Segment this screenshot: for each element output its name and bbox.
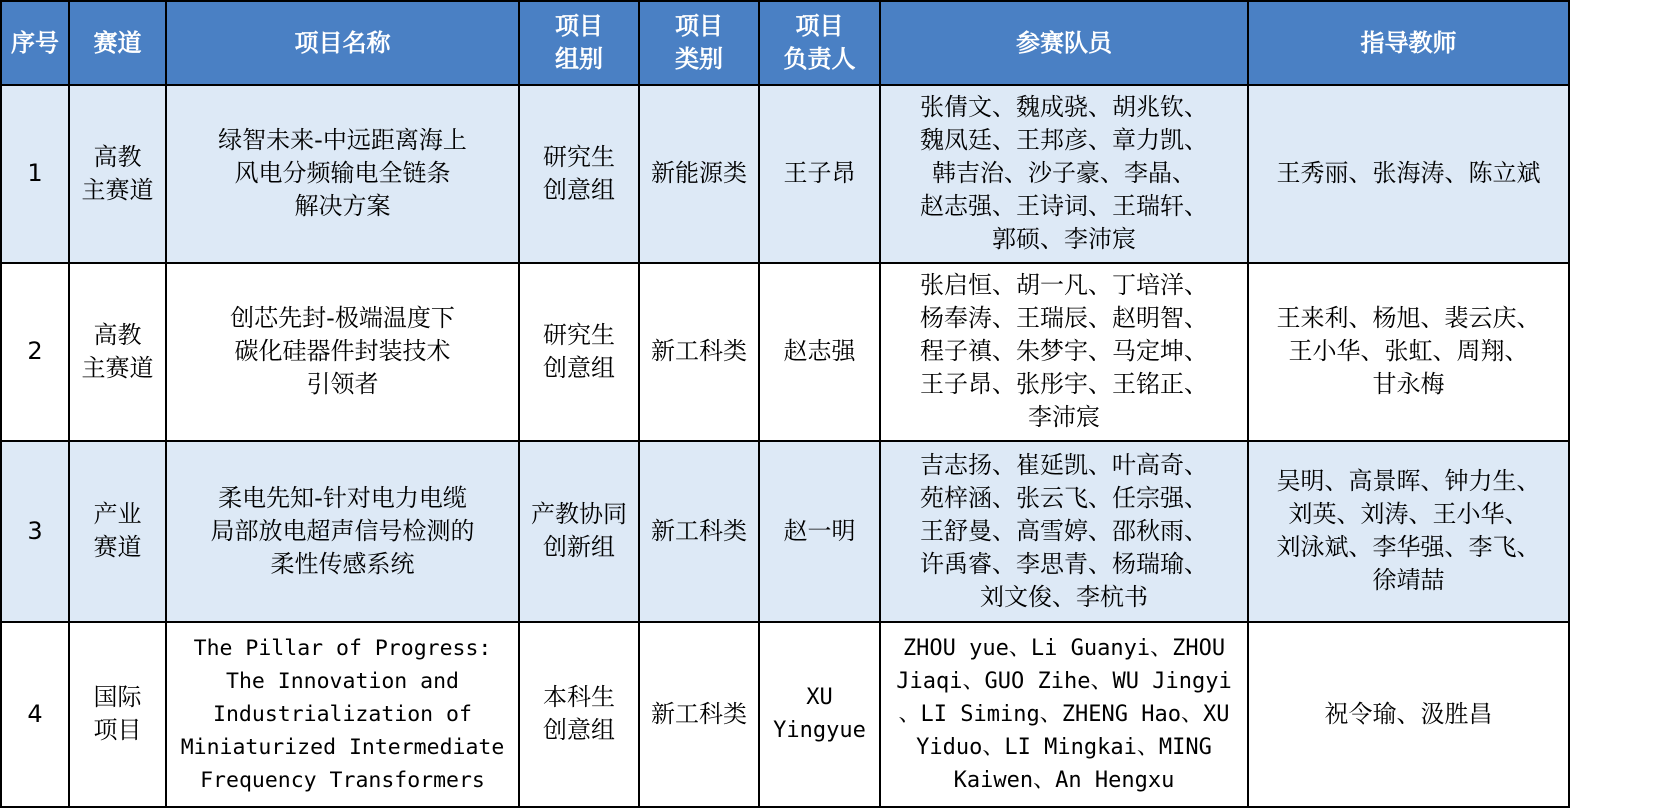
cell-line: 风电分频输电全链条 [234,159,451,188]
cell-line: 许禹睿、李思青、杨瑞瑜、 [920,549,1208,578]
cell-no: 4 [1,622,69,807]
header-group [519,1,639,85]
cell-line: 王秀丽、张海涛、陈立斌 [1276,159,1541,188]
cell-line: 引领者 [306,370,379,399]
header-group-line: 项目 [555,12,603,40]
cell-category: 新工科类 [639,441,759,622]
cell-track [69,622,166,807]
cell-line: Yiduo、LI Mingkai、MING [916,734,1212,760]
cell-line: 王子昂、张彤宇、王铭正、 [920,370,1208,399]
cell-line: 徐靖喆 [1372,566,1445,595]
cell-line: ZHOU yue、Li Guanyi、ZHOU [902,635,1226,661]
cell-track [69,85,166,263]
cell-leader [759,622,880,807]
cell-line: Kaiwen、An Hengxu [953,767,1175,793]
cell-line: The Pillar of Progress: [193,635,492,661]
cell-line: 赛道 [93,533,142,562]
cell-line: 主赛道 [81,353,154,382]
cell-name [166,622,519,807]
cell-members [880,85,1248,263]
header-name: 项目名称 [166,1,519,85]
cell-line: 甘永梅 [1372,370,1445,399]
cell-group [519,85,639,263]
cell-line: 苑梓涵、张云飞、任宗强、 [920,483,1208,512]
cell-track [69,263,166,441]
cell-leader: 王子昂 [759,85,880,263]
cell-line: 创新组 [543,533,615,562]
cell-line: 王来利、杨旭、裴云庆、 [1276,304,1541,333]
cell-line: 杨奉涛、王瑞辰、赵明智、 [920,304,1208,333]
cell-line: 张倩文、魏成骁、胡兆钦、 [920,93,1208,122]
cell-line: 柔性传感系统 [270,549,415,578]
cell-line: 韩吉治、沙子豪、李晶、 [932,159,1196,188]
cell-leader: 赵一明 [759,441,880,622]
cell-group [519,622,639,807]
cell-line: 王舒曼、高雪婷、邵秋雨、 [920,516,1208,545]
cell-line: 程子禛、朱梦宇、马定坤、 [920,337,1208,366]
header-track: 赛道 [69,1,166,85]
cell-line: 创意组 [543,353,615,382]
cell-name [166,263,519,441]
cell-line: 刘文俊、李杭书 [980,582,1148,611]
cell-group [519,441,639,622]
table-row [1,622,1569,807]
cell-leader: 赵志强 [759,263,880,441]
cell-line: 王小华、张虹、周翔、 [1288,337,1529,366]
header-leader-line: 负责人 [783,45,856,73]
cell-no: 3 [1,441,69,622]
cell-line: 高教 [93,142,142,171]
cell-line: 吉志扬、崔延凯、叶高奇、 [920,450,1208,479]
header-advisors: 指导教师 [1248,1,1569,85]
cell-line: 研究生 [543,320,615,349]
table-row [1,441,1569,622]
cell-line: 吴明、高景晖、钟力生、 [1276,467,1541,496]
cell-track [69,441,166,622]
cell-line: 刘英、刘涛、王小华、 [1288,500,1529,529]
cell-line: 碳化硅器件封装技术 [234,337,451,366]
cell-line: 高教 [93,320,142,349]
cell-line: 张启恒、胡一凡、丁培洋、 [920,271,1208,300]
cell-members [880,441,1248,622]
cell-category: 新工科类 [639,263,759,441]
cell-no: 2 [1,263,69,441]
cell-line: 创意组 [543,716,615,745]
table-row [1,85,1569,263]
header-no: 序号 [1,1,69,85]
cell-members [880,263,1248,441]
cell-line: Frequency Transformers [200,767,485,793]
cell-line: 柔电先知-针对电力电缆 [218,483,467,512]
header-group-line: 组别 [555,45,603,73]
cell-line: 项目 [93,716,142,745]
cell-line: 、LI Siming、ZHENG Hao、XU [898,701,1230,727]
cell-line: Jiaqi、GUO Zihe、WU Jingyi [896,668,1232,694]
cell-category: 新工科类 [639,622,759,807]
cell-line: 创芯先封-极端温度下 [230,304,455,333]
cell-line: 魏凤廷、王邦彦、章力凯、 [920,126,1208,155]
cell-line: Industrialization of [213,701,472,727]
cell-group [519,263,639,441]
cell-line: The Innovation and [226,668,459,694]
header-category-line: 项目 [675,12,723,40]
cell-line: 产业 [93,500,142,529]
cell-advisors [1248,263,1569,441]
cell-line: XU [806,685,833,711]
cell-line: 解决方案 [294,192,391,221]
cell-line: 主赛道 [81,175,154,204]
table-row [1,263,1569,441]
header-leader [759,1,880,85]
cell-line: 李沛宸 [1028,403,1100,432]
header-category-line: 类别 [675,45,723,73]
header-leader-line: 项目 [795,12,844,40]
cell-category: 新能源类 [639,85,759,263]
cell-line: 研究生 [543,142,615,171]
cell-no: 1 [1,85,69,263]
cell-line: 刘泳斌、李华强、李飞、 [1276,533,1541,562]
header-row [1,1,1569,85]
header-category [639,1,759,85]
cell-line: 国际 [93,683,142,712]
cell-line: Yingyue [773,718,866,744]
cell-advisors [1248,622,1569,807]
cell-line: 局部放电超声信号检测的 [210,516,475,545]
cell-line: 创意组 [543,175,615,204]
cell-name [166,85,519,263]
cell-members [880,622,1248,807]
cell-line: 祝令瑜、汲胜昌 [1324,699,1493,728]
cell-line: Miniaturized Intermediate [180,734,505,760]
cell-line: 赵志强、王诗词、王瑞轩、 [920,192,1208,221]
cell-advisors [1248,441,1569,622]
cell-name [166,441,519,622]
cell-advisors [1248,85,1569,263]
cell-line: 本科生 [543,683,615,712]
cell-line: 产教协同 [531,500,627,529]
cell-line: 郭硕、李沛宸 [992,225,1136,254]
cell-line: 绿智未来-中远距离海上 [218,126,467,155]
header-members: 参赛队员 [880,1,1248,85]
